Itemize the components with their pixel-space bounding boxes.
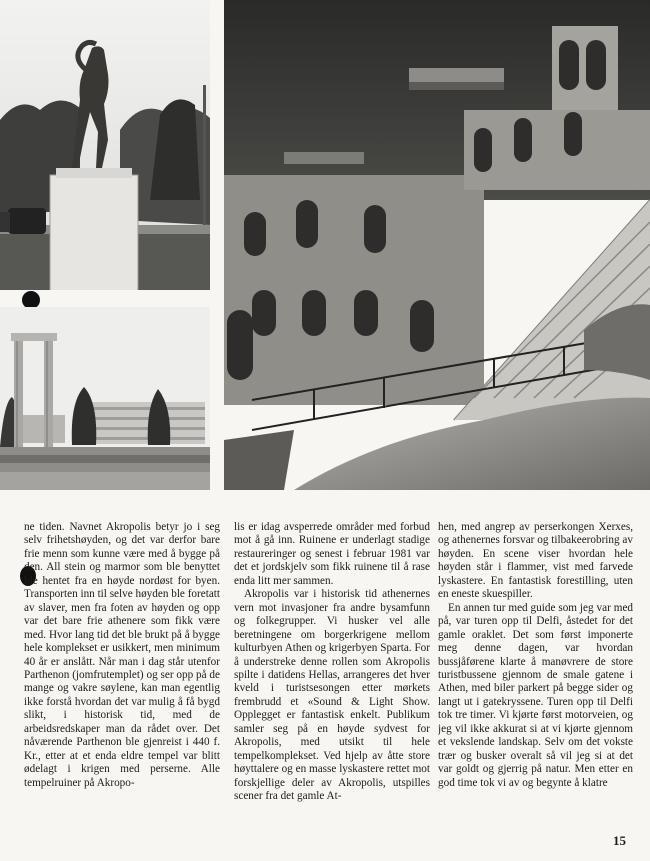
photo-columns: [0, 307, 210, 490]
text-column-3: [438, 521, 633, 821]
paragraph: Akropolis var i historisk tid athenernes vern mot invasjoner fra andre bysamfunn og folkegrupper. Vi husker vel alle beretningene om borgerkrigene mellom kulturbyen Athen og krigerbyen Sparta. For å understreke denne rollen som Akropolis spilte i datidens Hellas, arrangeres det hver kveld i turistsesongen etter mørkets frembrudd et «Sound & Light Show. Opplegget er fantastisk enkelt. Publikum samler seg på en høyde sydvest for Akropolis, med utsikt til hele tempelkomplekset. Ved hjelp av åtte store høyttalere og en masse lyskastere rettet mot forskjellige deler av Akropolis, utspilles scener fra det gamle At-: [234, 588, 430, 803]
paragraph: ne tiden. Navnet Akropolis betyr jo i seg selv frihetshøyden, og det var derfor bare frie menn som kunne være med å bygge på den. All stein og marmor som ble benyttet ble hentet fra en høyde nordøst for byen. Transporten inn til selve høyden ble foretatt av slaver, men fra foten av høyden og opp var det bare frie athenere som fikk være med. Hvor lang tid det ble brukt på å bygge hele komplekset er usikkert, men minimum 40 år er anslått. Når man i dag står utenfor Parthenon (jomfrutemplet) og ser opp på de mange og vakre søylene, kan man egentlig ikke forstå hvordan det var mulig å få bygd slikt, i historisk tid, med de arbeidsredskaper man da rådet over. Det nåværende Parthenon ble gjenreist i 440 f. Kr., etter at et enda eldre tempel var blitt ødelagt i krigen med perserne. Alle tempelruiner på Akropo-: [24, 521, 220, 789]
text-column-1: [24, 521, 220, 821]
photo-statue: [0, 0, 210, 290]
paragraph: lis er idag avsperrede områder med forbud mot å gå inn. Ruinene er underlagt stadige restaureringer og senest i februar 1981 var det et jordskjelv som fikk ruinene til å rase enda litt mer sammen.: [234, 521, 430, 587]
photo-theatre: [224, 0, 650, 490]
page-number: 15: [613, 833, 626, 848]
paragraph: hen, med angrep av perserkongen Xerxes, og athenernes forsvar og tilbakeerobring av høyden. En scene viser hvordan hele høyden står i flammer, vist med farvede lyskastere. En fantastisk forestilling, uten en eneste skuespiller.: [438, 521, 633, 601]
text-column-2: [234, 521, 430, 821]
paragraph: En annen tur med guide som jeg var med på, var turen opp til Delfi, åstedet for det gamle oraklet. Det som først imponerte meg denne dagen, var hvordan bussjåførene klarte å manøvrere de store turistbussene gjennom de smale gatene i Athen, med biler parkert på begge sider og langt ut i gatekryssene. Turen opp til Delfi tok tre timer. Vi kjørte først motorveien, og jeg vil ikke akkurat si at vi kjørte gjennom et vekslende landskap. Selv om det vokste trær og busker overalt så vil jeg si at det var goldt og gjerrig på natur. Men etter en god time tok vi av og begynte å klatre: [438, 601, 633, 789]
